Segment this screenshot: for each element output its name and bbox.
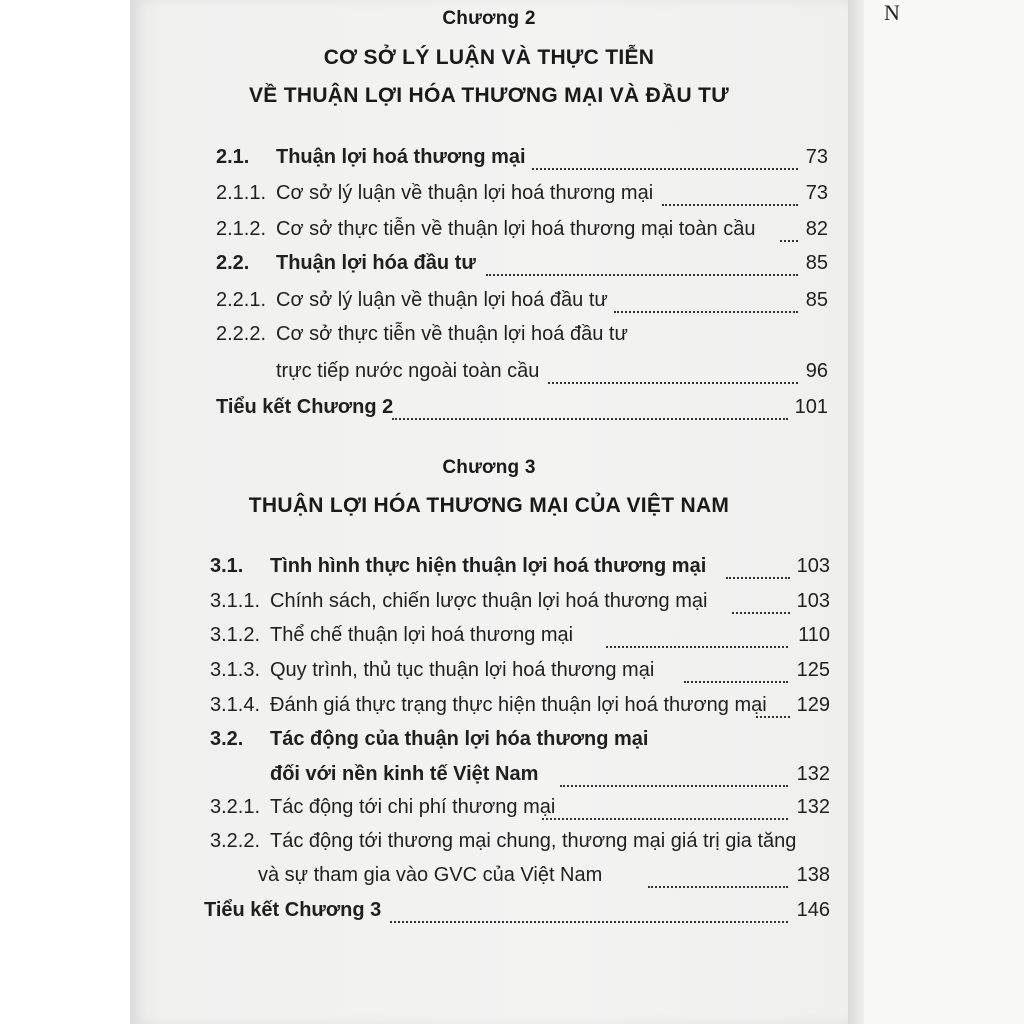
toc-entry-3-2-continued[interactable] (210, 763, 830, 793)
toc-number: 2.2.1. (216, 289, 267, 311)
toc-page-number: 103 (796, 590, 830, 612)
toc-leader-dots (392, 418, 788, 420)
toc-entry-3-2-1[interactable] (210, 796, 830, 826)
toc-title: Tình hình thực hiện thuận lợi hoá thương mại (270, 555, 707, 577)
toc-leader-dots (542, 818, 788, 820)
toc-title: Tiểu kết Chương 3 (204, 899, 382, 921)
chapter-3-title: THUẬN LỢI HÓA THƯƠNG MẠI CỦA VIỆT NAM (248, 494, 730, 517)
chapter-2-label: Chương 2 (442, 8, 536, 29)
toc-title: Cơ sở thực tiễn về thuận lợi hoá đầu tư (276, 323, 628, 345)
toc-leader-dots (606, 646, 788, 648)
toc-entry-3-2-2[interactable] (210, 830, 830, 860)
toc-page-number: 132 (796, 763, 830, 785)
toc-entry-3-1-1[interactable] (210, 590, 830, 620)
toc-title: và sự tham gia vào GVC của Việt Nam (258, 864, 603, 886)
toc-title: Đánh giá thực trạng thực hiện thuận lợi hoá thương mại (270, 694, 767, 716)
toc-leader-dots (560, 785, 788, 787)
toc-number: 3.1.3. (210, 659, 261, 681)
toc-title: Thuận lợi hoá thương mại (276, 146, 526, 168)
toc-title: Thể chế thuận lợi hoá thương mại (270, 624, 574, 646)
background-right (864, 0, 1024, 1024)
toc-entry-2-2-2[interactable] (216, 323, 828, 353)
toc-entry-summary-chapter-2[interactable] (216, 396, 828, 426)
chapter-3-label: Chương 3 (442, 457, 536, 478)
toc-leader-dots (780, 240, 798, 242)
toc-title: Cơ sở lý luận về thuận lợi hoá thương mại (276, 182, 654, 204)
toc-leader-dots (662, 204, 798, 206)
toc-number: 3.2. (210, 728, 244, 750)
toc-leader-dots (726, 577, 790, 579)
toc-leader-dots (648, 886, 788, 888)
toc-page-number: 101 (794, 396, 828, 418)
chapter-2-title-line-2: VỀ THUẬN LỢI HÓA THƯƠNG MẠI VÀ ĐẦU TƯ (249, 84, 729, 107)
toc-entry-2-1[interactable] (216, 146, 828, 176)
toc-leader-dots (390, 921, 788, 923)
toc-title: trực tiếp nước ngoài toàn cầu (276, 360, 540, 382)
toc-leader-dots (614, 311, 798, 313)
toc-entry-3-1-2[interactable] (210, 624, 830, 654)
toc-number: 3.1.2. (210, 624, 261, 646)
toc-page-number: 146 (796, 899, 830, 921)
toc-entry-3-2[interactable] (210, 728, 830, 758)
toc-title: Tác động tới chi phí thương mại (270, 796, 556, 818)
toc-leader-dots (756, 716, 790, 718)
toc-entry-3-1[interactable] (210, 555, 830, 585)
toc-entry-3-1-4[interactable] (210, 694, 830, 724)
toc-page-number: 125 (796, 659, 830, 681)
toc-number: 3.2.2. (210, 830, 261, 852)
toc-number: 2.1.2. (216, 218, 267, 240)
chapter-2-title-line-1: CƠ SỞ LÝ LUẬN VÀ THỰC TIỄN (323, 46, 655, 69)
toc-page-number: 73 (805, 146, 828, 168)
toc-page-number: 132 (796, 796, 830, 818)
toc-number: 2.1. (216, 146, 250, 168)
toc-title: Quy trình, thủ tục thuận lợi hoá thương mại (270, 659, 655, 681)
toc-page-number: 82 (805, 218, 828, 240)
toc-page-number: 96 (805, 360, 828, 382)
toc-page-number: 110 (798, 624, 830, 646)
toc-entry-2-2-2-continued[interactable] (216, 360, 828, 390)
toc-entry-2-1-2[interactable] (216, 218, 828, 248)
toc-title: Tác động tới thương mại chung, thương mại giá trị gia tăng (270, 830, 797, 852)
toc-entry-3-1-3[interactable] (210, 659, 830, 689)
toc-leader-dots (532, 168, 798, 170)
toc-entry-2-2-1[interactable] (216, 289, 828, 319)
toc-number: 2.1.1. (216, 182, 267, 204)
toc-leader-dots (548, 382, 798, 384)
toc-title: đối với nền kinh tế Việt Nam (270, 763, 539, 785)
toc-entry-2-2[interactable] (216, 252, 828, 282)
toc-title: Tác động của thuận lợi hóa thương mại (270, 728, 649, 750)
toc-number: 2.2.2. (216, 323, 267, 345)
background-left (0, 0, 130, 1024)
toc-title: Cơ sở lý luận về thuận lợi hoá đầu tư (276, 289, 608, 311)
toc-page-number: 138 (796, 864, 830, 886)
toc-page-number: 85 (805, 289, 828, 311)
toc-title: Chính sách, chiến lược thuận lợi hoá thương mại (270, 590, 708, 612)
toc-number: 3.1.1. (210, 590, 261, 612)
adjacent-page-letter: N (884, 0, 900, 25)
toc-entry-summary-chapter-3[interactable] (204, 899, 830, 929)
toc-number: 2.2. (216, 252, 250, 274)
toc-title: Tiểu kết Chương 2 (216, 396, 394, 418)
toc-number: 3.1. (210, 555, 244, 577)
toc-page-number: 85 (805, 252, 828, 274)
page-edge (848, 0, 864, 1024)
toc-number: 3.2.1. (210, 796, 261, 818)
toc-number: 3.1.4. (210, 694, 261, 716)
toc-title: Cơ sở thực tiễn về thuận lợi hoá thương mại toàn cầu (276, 218, 756, 240)
toc-title: Thuận lợi hóa đầu tư (276, 252, 476, 274)
toc-leader-dots (684, 681, 788, 683)
toc-page-number: 129 (796, 694, 830, 716)
toc-page-number: 73 (805, 182, 828, 204)
toc-page-number: 103 (796, 555, 830, 577)
toc-entry-3-2-2-continued[interactable] (210, 864, 830, 894)
toc-leader-dots (732, 612, 790, 614)
toc-leader-dots (486, 274, 798, 276)
toc-entry-2-1-1[interactable] (216, 182, 828, 212)
